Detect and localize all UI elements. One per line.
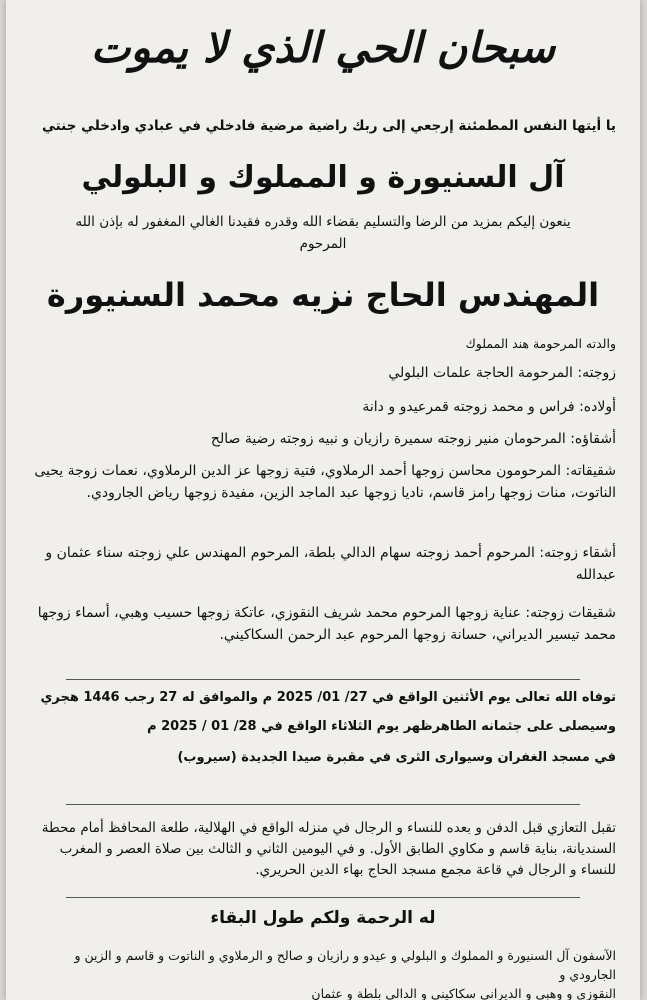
quran-verse: يا أيتها النفس المطمئنة إرجعي إلى ربك راضية مرضية فادخلي في عبادي وادخلي جنتي [42,118,616,134]
family-title: آل السنيورة و المملوك و البلولي [81,160,565,195]
wife-label: زوجته: [577,365,616,381]
brothers-in-law-line [30,542,616,586]
mourners-block [30,946,616,1000]
divider [66,804,580,805]
sisters-line [30,460,616,504]
sisters-in-law-line [30,602,616,646]
mourners-line-1: الآسفون آل السنيورة و المملوك و البلولي و عيدو و رازيان و صالح و الرملاوي و الناتوت و قاسم و الزين و الجارودي و [74,948,616,982]
mother-line: والدته المرحومة هند المملوك [465,336,616,351]
deceased-name: المهندس الحاج نزيه محمد السنيورة [46,276,600,314]
brothers-label: أشقاؤه: [570,431,616,447]
brothers-value: المرحومان منير زوجته سميرة رازيان و نبيه زوجته رضية صالح [210,431,566,447]
brothers-line [30,428,616,450]
wife-line [30,362,616,384]
mercy-line: له الرحمة ولكم طول البقاء [210,908,436,928]
sisters-in-law-label: شقيقات زوجته: [525,605,616,621]
calligraphy-header [6,8,640,86]
children-line [30,396,616,418]
divider [66,897,580,898]
burial-line: في مسجد الغفران وسيوارى الثرى في مقبرة صيدا الجديدة (سيروب) [177,750,616,765]
divider [66,679,580,680]
intro-line-2: المرحوم [299,236,347,252]
brothers-in-law-value: المرحوم أحمد زوجته سهام الدالي بلطة، المرحوم المهندس علي زوجته سناء عثمان و عبدالله [45,545,616,583]
condolence-paragraph: تقبل التعازي قبل الدفن و بعده للنساء و الرجال في منزله الواقع في الهلالية، طلعة المحافظ أمام محطة السنديانة، بناية قاسم و مكاوي الطابق الأول. و في اليومين الثاني و الثالث بين صلاة العصر و المغرب للنساء و الرجال في قاعة مجمع مسجد الحاج بهاء الدين الحريري. [41,820,616,878]
children-value: فراس و محمد زوجته قمرعيدو و دانة [362,399,575,415]
children-label: أولاده: [579,399,616,415]
mourners-line-2: النقوزي و وهبي و الديراني سكاكيني و الدالي بلطة و عثمان [311,986,616,1000]
brothers-in-law-label: أشقاء زوجته: [539,545,616,561]
sisters-value: المرحومون محاسن زوجها أحمد الرملاوي، فتية زوجها عز الدين الرملاوي، نعمات زوجة يحيى الناتوت، منات زوجها رامز قاسم، ناديا زوجها عبد الماجد الزين، مفيدة زوجها رياض الجارودي. [34,463,616,501]
intro-line-1: ينعون إليكم بمزيد من الرضا والتسليم بقضاء الله وقدره فقيدنا الغالي المغفور له بإذن الله [75,214,571,230]
sisters-in-law-value: عناية زوجها المرحوم محمد شريف النقوزي، عاتكة زوجها حسيب وهبي، أسماء زوجها محمد تيسير الديراني، حسانة زوجها المرحوم عبد الرحمن السكاكيني. [37,605,616,643]
wife-value: المرحومة الحاجة علمات البلولي [388,365,573,381]
calligraphy-text: سبحان الحي الذي لا يموت [90,22,556,72]
funeral-prayer-line: وسيصلى على جثمانه الطاهرظهر يوم الثلاثاء الواقع في 28/ 01 / 2025 م [147,719,616,734]
sisters-label: شقيقاته: [565,463,616,479]
obituary-page [6,0,640,1000]
death-date-line: توفاه الله تعالى يوم الأثنين الواقع في 27/ 01/ 2025 م والموافق له 27 رجب 1446 هجري [40,690,616,705]
